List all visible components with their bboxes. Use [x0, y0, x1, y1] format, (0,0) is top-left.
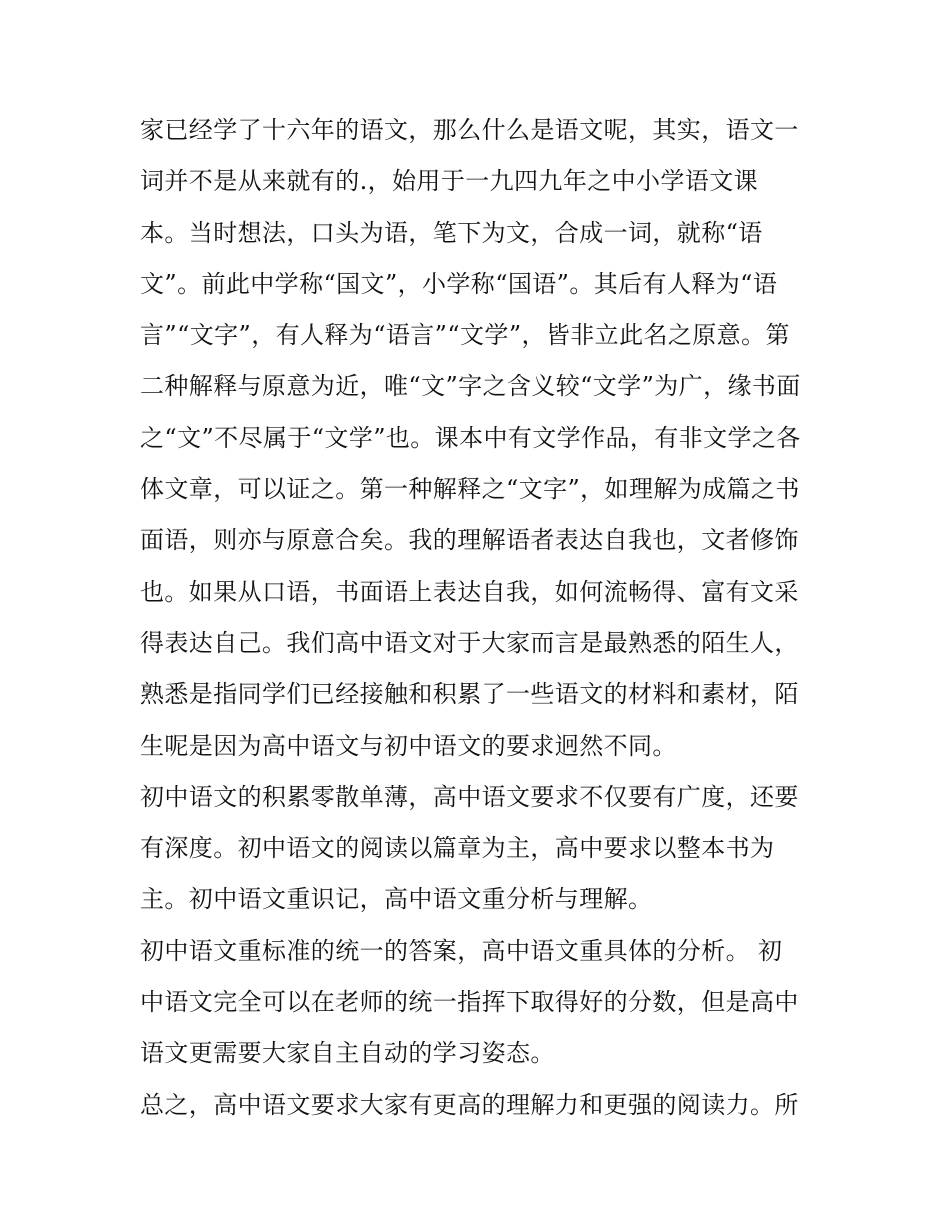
- text-line: 家已经学了十六年的语文，那么什么是语文呢，其实，语文一: [140, 116, 799, 144]
- text-line: 文”。前此中学称“国文”，小学称“国语”。其后有人释为“语: [140, 269, 778, 298]
- text-line: 本。当时想法，口头为语，笔下为文，合成一词，就称“语: [140, 218, 763, 247]
- text-line: 有深度。初中语文的阅读以篇章为主，高中要求以整本书为: [140, 834, 775, 863]
- text-line: 语文更需要大家自主自动的学习姿态。: [140, 1039, 555, 1068]
- text-line: 体文章，可以证之。第一种解释之“文字”，如理解为成篇之书: [140, 475, 800, 504]
- text-line: 面语，则亦与原意合矣。我的理解语者表达自我也，文者修饰: [140, 526, 799, 555]
- text-line: 主。初中语文重识记，高中语文重分析与理解。: [140, 885, 653, 914]
- text-line: 得表达自己。我们高中语文对于大家而言是最熟悉的陌生人，: [140, 628, 799, 657]
- text-line: 也。如果从口语，书面语上表达自我，如何流畅得、富有文采: [140, 577, 799, 606]
- text-line: 生呢是因为高中语文与初中语文的要求迥然不同。: [140, 731, 677, 760]
- text-line: 熟悉是指同学们已经接触和积累了一些语文的材料和素材，陌: [140, 680, 799, 709]
- text-line: 初中语文的积累零散单薄，高中语文要求不仅要有广度，还要: [140, 782, 799, 811]
- text-line: 初中语文重标准的统一的答案，高中语文重具体的分析。 初: [140, 936, 783, 965]
- text-line: 总之，高中语文要求大家有更高的理解力和更强的阅读力。所: [140, 1090, 799, 1119]
- text-line: 词并不是从来就有的.，始用于一九四九年之中小学语文课: [140, 167, 759, 196]
- text-line: 二种解释与原意为近，唯“文”字之含义较“文学”为广，缘书面: [140, 372, 801, 401]
- text-line: 之“文”不尽属于“文学”也。课本中有文学作品，有非文学之各: [140, 423, 801, 452]
- document-body: [140, 105, 820, 1131]
- text-line: 中语文完全可以在老师的统一指挥下取得好的分数，但是高中: [140, 988, 799, 1017]
- text-line: 言”“文字”，有人释为“语言”“文学”，皆非立此名之原意。第: [140, 321, 790, 350]
